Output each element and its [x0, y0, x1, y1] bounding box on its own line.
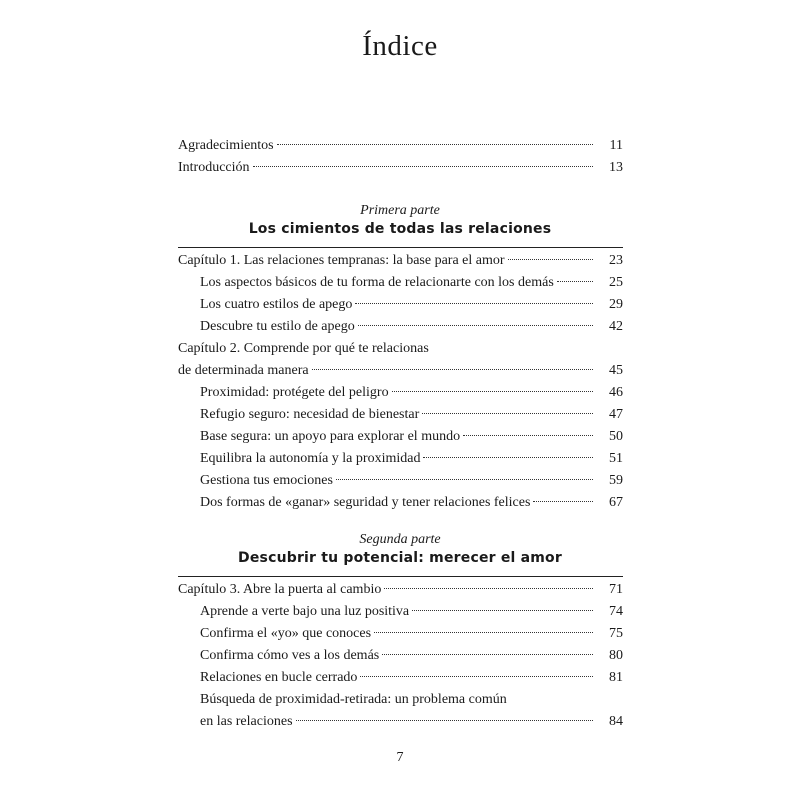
- section-entry-first-line: Búsqueda de proximidad-retirada: un problema común: [200, 692, 507, 707]
- part-title: Descubrir tu potencial: merecer el amor: [238, 550, 562, 566]
- section-entry: [200, 470, 623, 492]
- toc-entry-page: 74: [609, 604, 623, 619]
- chapter-entry: [178, 360, 623, 382]
- dot-leader: [358, 325, 593, 326]
- chapter-entry: [178, 579, 623, 601]
- toc-entry-page: 11: [609, 138, 623, 153]
- part-title: Los cimientos de todas las relaciones: [248, 221, 552, 237]
- toc-entry-label: Aprende a verte bajo una luz positiva: [200, 604, 410, 619]
- toc-entry-label: Descubre tu estilo de apego: [200, 319, 355, 334]
- toc-entry-label: Proximidad: protégete del peligro: [200, 385, 389, 400]
- toc-entry-page: 46: [609, 385, 623, 400]
- dot-leader: [422, 413, 593, 414]
- toc-entry-page: 80: [609, 648, 623, 663]
- toc-entry-label: Los cuatro estilos de apego: [200, 297, 353, 312]
- dot-leader: [557, 281, 593, 282]
- dot-leader: [392, 391, 593, 392]
- section-entry: [200, 448, 623, 470]
- section-entry: [200, 667, 623, 689]
- toc-entry-page: 67: [609, 495, 623, 510]
- dot-leader: [508, 259, 593, 260]
- toc-entry-page: 25: [609, 275, 623, 290]
- toc-entry-label: Introducción: [178, 160, 250, 175]
- toc-entry-page: 50: [609, 429, 623, 444]
- section-entry: [200, 623, 623, 645]
- section-entry: [200, 492, 623, 514]
- section-entry: [200, 426, 623, 448]
- section-entry: [200, 316, 623, 338]
- dot-leader: [374, 632, 593, 633]
- dot-leader: [253, 166, 593, 167]
- section-entry: [200, 645, 623, 667]
- toc-entry-label: Capítulo 1. Las relaciones tempranas: la base para el amor: [178, 253, 505, 268]
- toc-entry-label: Base segura: un apoyo para explorar el mundo: [200, 429, 461, 444]
- toc-entry-label: Gestiona tus emociones: [200, 473, 333, 488]
- toc-entry-page: 59: [609, 473, 623, 488]
- toc-entry: [178, 135, 623, 157]
- toc-entry-page: 47: [609, 407, 623, 422]
- toc-entry-page: 23: [609, 253, 623, 268]
- toc-entry-page: 29: [609, 297, 623, 312]
- part-label: Primera parte: [360, 203, 440, 218]
- section-entry: [200, 382, 623, 404]
- toc-entry-page: 51: [609, 451, 623, 466]
- toc-entry-page: 81: [609, 670, 623, 685]
- dot-leader: [423, 457, 593, 458]
- section-entry: [200, 272, 623, 294]
- dot-leader: [277, 144, 593, 145]
- chapter-entry-first-line: Capítulo 2. Comprende por qué te relacionas: [178, 341, 429, 356]
- section-entry: [200, 601, 623, 623]
- dot-leader: [312, 369, 593, 370]
- toc-entry-label: Equilibra la autonomía y la proximidad: [200, 451, 421, 466]
- toc-entry-label: en las relaciones: [200, 714, 293, 729]
- dot-leader: [384, 588, 593, 589]
- page-title: Índice: [362, 30, 438, 62]
- chapter-entry: [178, 250, 623, 272]
- dot-leader: [355, 303, 593, 304]
- toc-entry-label: Los aspectos básicos de tu forma de relacionarte con los demás: [200, 275, 554, 290]
- toc-entry-page: 45: [609, 363, 623, 378]
- part-label: Segunda parte: [359, 532, 441, 547]
- page-number: 7: [396, 750, 404, 765]
- toc-entry-label: Agradecimientos: [178, 138, 274, 153]
- dot-leader: [382, 654, 593, 655]
- dot-leader: [463, 435, 593, 436]
- toc-entry-page: 42: [609, 319, 623, 334]
- toc-entry-label: Confirma el «yo» que conoces: [200, 626, 372, 641]
- toc-entry-label: Dos formas de «ganar» seguridad y tener relaciones felices: [200, 495, 531, 510]
- toc-entry-page: 71: [609, 582, 623, 597]
- toc-entry-label: de determinada manera: [178, 363, 309, 378]
- section-entry: [200, 294, 623, 316]
- toc-entry-page: 13: [609, 160, 623, 175]
- section-rule: [178, 247, 623, 248]
- section-entry: [200, 404, 623, 426]
- toc-entry-page: 84: [609, 714, 623, 729]
- toc-entry-label: Confirma cómo ves a los demás: [200, 648, 380, 663]
- dot-leader: [336, 479, 593, 480]
- section-entry: [200, 711, 623, 733]
- dot-leader: [412, 610, 593, 611]
- toc-entry-page: 75: [609, 626, 623, 641]
- section-rule: [178, 576, 623, 577]
- toc-entry-label: Refugio seguro: necesidad de bienestar: [200, 407, 420, 422]
- toc-entry-label: Relaciones en bucle cerrado: [200, 670, 358, 685]
- dot-leader: [296, 720, 593, 721]
- dot-leader: [533, 501, 593, 502]
- toc-entry: [178, 157, 623, 179]
- dot-leader: [360, 676, 593, 677]
- toc-entry-label: Capítulo 3. Abre la puerta al cambio: [178, 582, 382, 597]
